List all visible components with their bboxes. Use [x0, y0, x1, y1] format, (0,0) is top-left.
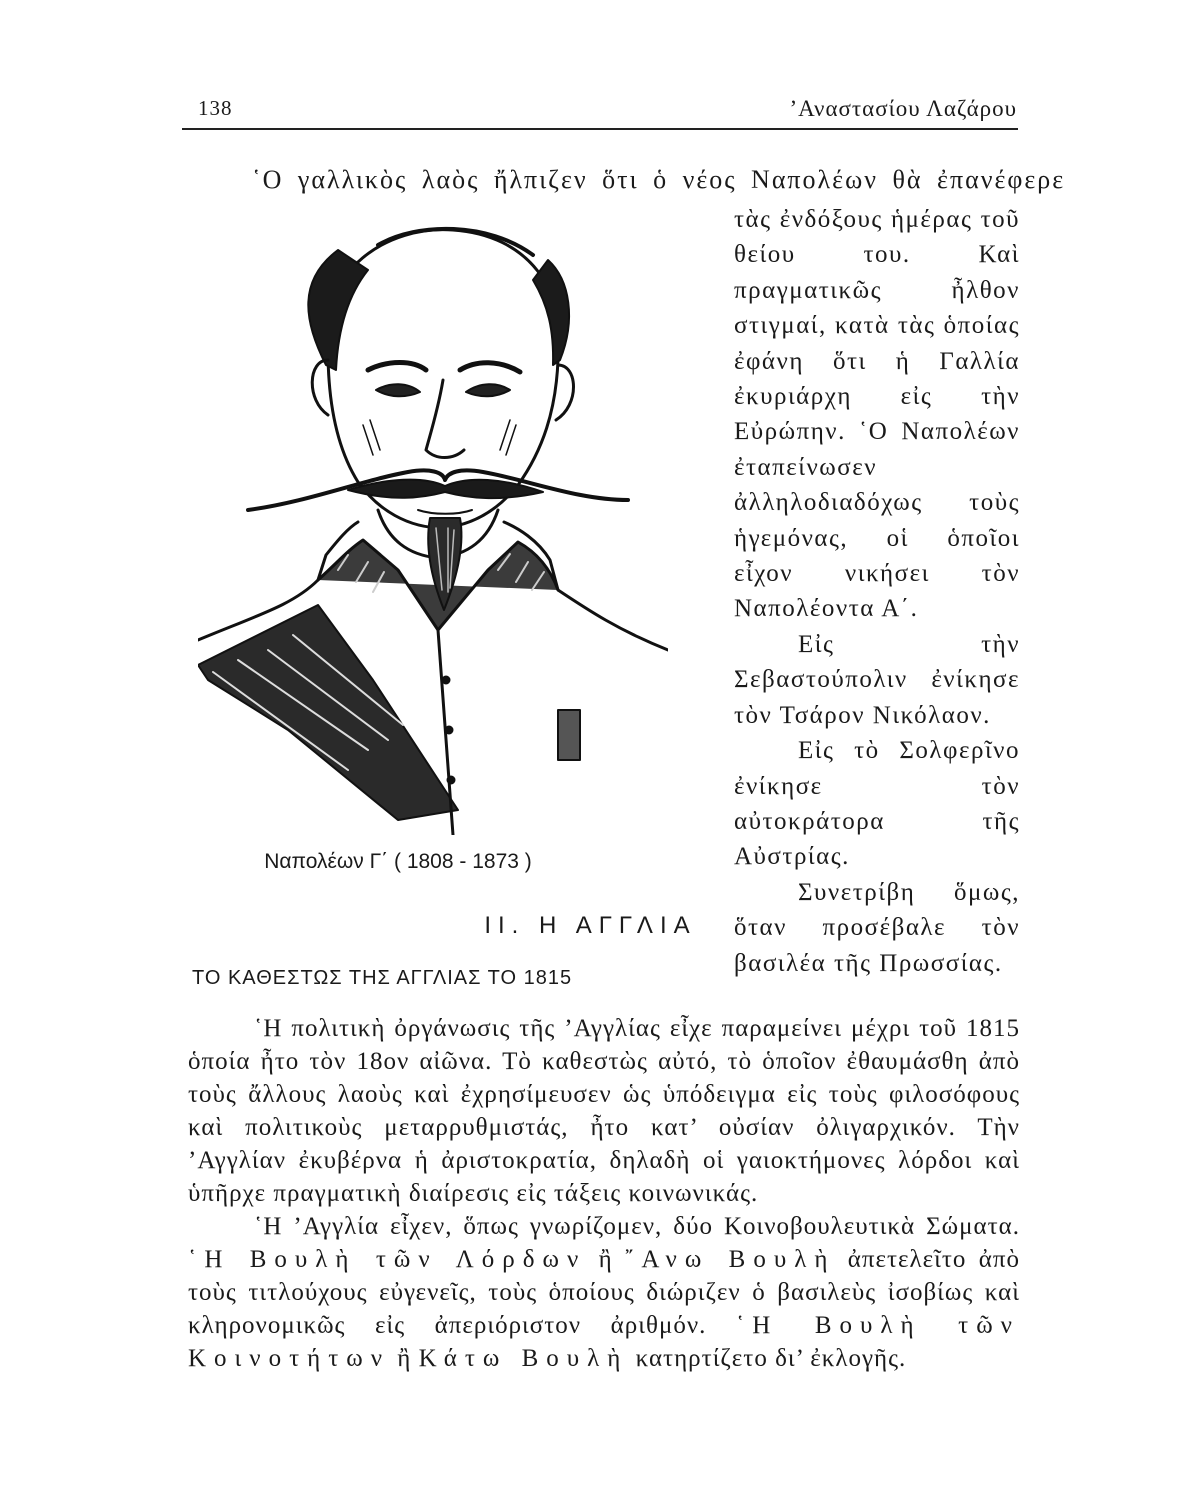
p2-start: ῾Η ’Αγγλία εἶχεν, ὅπως γνωρίζομεν, δύο Κοινοβουλευτικὰ Σώματα.	[254, 1213, 1020, 1240]
section-subtitle: ΤΟ ΚΑΘΕΣΤΩΣ ΤΗΣ ΑΓΓΛΙΑΣ ΤΟ 1815	[192, 967, 573, 989]
intro-paragraph: Εἰς τὸ Σολφερῖνο ἐνίκησε τὸν αὐτοκράτορα τῆς Αὐστρίας.	[734, 737, 1020, 871]
section-title: ΙΙ. Η ΑΓΓΛΙΑ	[484, 912, 697, 939]
p2-end: κατηρτίζετο δι’ ἐκλογῆς.	[628, 1345, 907, 1372]
p2-middle: ἀπετελεῖτο ἀπὸ τοὺς τιτλούχους εὐγενεῖς, τοὺς ὁποίους διώριζεν ὁ βασιλεὺς ἰσοβίως καὶ κληρονομικῶς εἰς ἀπεριόριστον ἀριθμόν.	[188, 1246, 1020, 1339]
header-rule	[182, 128, 1018, 130]
house-of-lords: ῾Η Βουλὴ τῶν Λόρδων	[188, 1246, 587, 1273]
house-of-commons: ῾Η Βουλὴ τῶν Κοινοτήτων	[188, 1312, 1020, 1372]
intro-paragraph: Συνετρίβη ὅμως, ὅταν προσέβαλε τὸν βασιλέα τῆς Πρωσσίας.	[734, 878, 1020, 977]
intro-paragraph: Εἰς τὴν Σεβαστούπολιν ἐνίκησε τὸν Τσάρον Νικόλαον.	[734, 630, 1020, 729]
body-text	[188, 1012, 1020, 1375]
intro-paragraph: τὰς ἐνδόξους ἡμέρας τοῦ θείου του. Καὶ πραγματικῶς ἦλθον στιγμαί, κατὰ τὰς ὁποίας ἐφάνη ὅτι ἡ Γαλλία ἐκυριάρχη εἰς τὴν Εὐρώπην. ῾Ο Ναπολέων ἐταπείνωσεν ἀλληλοδιαδόχως τοὺς ἡγεμόνας, οἱ ὁποῖοι εἶχον νικήσει τὸν Ναπολέοντα Α΄.	[734, 206, 1020, 623]
running-head: ’Αναστασίου Λαζάρου	[789, 96, 1017, 121]
intro-side-column	[734, 202, 1020, 981]
portrait-caption: Ναπολέων Γ΄ ( 1808 - 1873 )	[264, 850, 532, 873]
body-paragraph-2	[188, 1210, 1020, 1375]
p2-or-2: ἢ	[390, 1345, 419, 1372]
lower-house: Κάτω Βουλὴ	[418, 1345, 629, 1372]
upper-house: ῎Ανω Βουλὴ	[625, 1246, 836, 1273]
portrait-illustration	[198, 210, 668, 835]
intro-lead-line: ῾Ο γαλλικὸς λαὸς ἤλπιζεν ὅτι ὁ νέος Ναπολέων θὰ ἐπανέφερε	[252, 165, 1066, 194]
p2-or-1: ἢ	[586, 1246, 626, 1273]
page-number: 138	[198, 96, 233, 120]
body-paragraph-1: ῾Η πολιτικὴ ὀργάνωσις τῆς ’Αγγλίας εἶχε παραμείνει μέχρι τοῦ 1815 ὁποία ἦτο τὸν 18ον αἰῶνα. Τὸ καθεστὼς αὐτό, τὸ ὁποῖον ἐθαυμάσθη ἀπὸ τοὺς ἄλλους λαοὺς καὶ ἐχρησίμευσεν ὡς ὑπόδειγμα εἰς τοὺς φιλοσόφους καὶ πολιτικοὺς μεταρρυθμιστάς, ἦτο κατ’ οὐσίαν ὀλιγαρχικόν. Τὴν ’Αγγλίαν ἐκυβέρνα ἡ ἀριστοκρατία, δηλαδὴ οἱ γαιοκτήμονες λόρδοι καὶ ὑπῆρχε πραγματικὴ διαίρεσις εἰς τάξεις κοινωνικάς.	[188, 1015, 1020, 1207]
